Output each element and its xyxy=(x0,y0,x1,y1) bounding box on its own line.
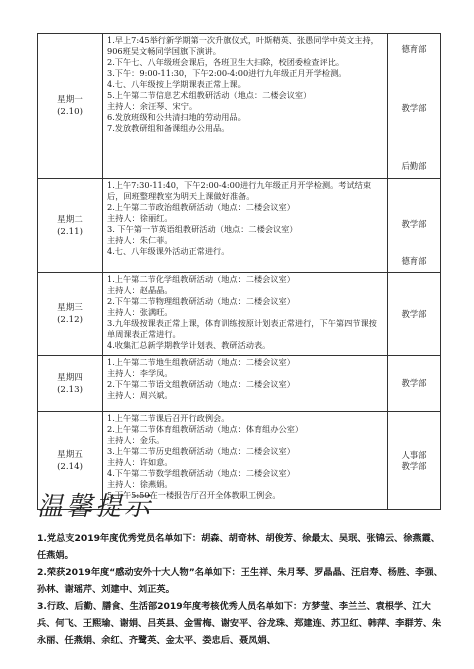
schedule-item: 主持人：李学凤。 xyxy=(107,368,173,378)
items-cell xyxy=(103,179,388,273)
dept-cell xyxy=(388,356,441,412)
date: (2.13) xyxy=(57,384,83,395)
schedule-item: 4.收集汇总新学期教学计划表、教研活动表。 xyxy=(107,340,271,350)
schedule-item: 主持人：周兴斌。 xyxy=(107,390,173,400)
schedule-item: 主持人：徐丽红。 xyxy=(107,213,173,223)
schedule-item: 主持人：张满旺。 xyxy=(107,307,173,317)
schedule-item: 主持人：许如意。 xyxy=(107,457,173,467)
schedule-item: 3.下午：9:00-11:30，下午2:00-4:00进行九年级正月开学检测。 xyxy=(107,68,347,78)
day-cell xyxy=(38,273,103,356)
schedule-item: 5.上午第二节信息艺术组教研活动（地点：二楼会议室） xyxy=(107,90,312,100)
notice-line: 2.荣获2019年度“感动安外十大人物”名单如下：王生祥、朱月琴、罗晶晶、汪启寿、杨胜、李强、孙林、谢瑶芹、刘建中、刘正英。 xyxy=(37,567,443,595)
schedule-item: 2.下午第二节物理组教研活动（地点：二楼会议室） xyxy=(107,296,295,306)
dept-label: 教学部 xyxy=(401,460,427,471)
dept-label: 后勤部 xyxy=(401,161,427,171)
dept-label: 教学部 xyxy=(401,308,427,319)
schedule-item: 3. 下午第一节英语组教研活动（地点：二楼会议室） xyxy=(107,224,298,234)
dept-label: 教学部 xyxy=(401,218,427,229)
notice-line: 1.党总支2019年度优秀党员名单如下：胡森、胡奇林、胡俊芳、徐最太、吴珉、张锦云、徐燕霞、任燕娟。 xyxy=(37,533,440,561)
weekday: 星期三 xyxy=(57,303,83,313)
schedule-item: 1.上午第二节地生组教研活动（地点：二楼会议室） xyxy=(107,357,295,367)
schedule-row xyxy=(38,179,441,273)
schedule-item: 4.下午第二节数学组教研活动（地点：二楼会议室） xyxy=(107,468,295,478)
schedule-item: 5.下午5:50在一楼报告厅召开全体教职工例会。 xyxy=(107,490,281,500)
schedule-item: 4.七、八年级按上学期课表正常上课。 xyxy=(107,79,246,89)
notice-section xyxy=(37,492,447,649)
schedule-item: 主持人：金乐。 xyxy=(107,435,165,445)
schedule-item: 1.早上7:45举行新学期第一次升旗仪式，叶斯精英、张愚同学中英文主持，906班吴文畅同学国旗下演讲。 xyxy=(107,35,379,56)
schedule-item: 主持人：朱仁菲。 xyxy=(107,235,173,245)
schedule-item: 7.发放教研组和备课组办公用品。 xyxy=(107,123,230,133)
schedule-item: 主持人：赵晶晶。 xyxy=(107,285,173,295)
dept-cell xyxy=(388,273,441,356)
schedule-item: 1.上午第二节化学组教研活动（地点：二楼会议室） xyxy=(107,274,295,284)
schedule-item: 3.上午第二节历史组教研活动（地点：二楼会议室） xyxy=(107,446,295,456)
dept-label: 教学部 xyxy=(401,378,427,388)
weekday: 星期四 xyxy=(57,372,83,383)
dept-label: 德育部 xyxy=(401,44,427,54)
weekday: 星期一 xyxy=(57,95,83,105)
schedule-item: 主持人：徐燕娟。 xyxy=(107,479,173,489)
notice-title: 温馨提示 xyxy=(37,492,154,522)
schedule-item: 2.下午第二节语文组教研活动（地点：二楼会议室） xyxy=(107,379,295,389)
weekday: 星期五 xyxy=(57,449,83,460)
dept-cell xyxy=(388,34,441,179)
notice-line: 3.行政、后勤、膳食、生活部2019年度考核优秀人员名单如下：方梦莹、李兰兰、袁根学、江大兵、何飞、王熙瑜、谢娟、吕英县、金雪梅、谢安平、谷龙珠、郑建连、苏卫红、韩萍、李群芳、朱永丽、任燕娟、余红、齐鹭英、金太平、娄忠后、聂凤娟、 xyxy=(37,601,442,646)
schedule-item: 主持人：余汪琴、宋宁。 xyxy=(107,101,198,111)
date: (2.14) xyxy=(57,461,83,472)
day-cell xyxy=(38,34,103,179)
dept-label: 人事部 xyxy=(401,449,427,460)
schedule-item: 2.上午第二节体育组教研活动（地点：体育组办公室） xyxy=(107,424,304,434)
dept-label: 教学部 xyxy=(401,102,427,113)
schedule-item: 4.七、八年级课外活动正常进行。 xyxy=(107,246,230,256)
schedule-row xyxy=(38,356,441,412)
dept-label: 德育部 xyxy=(401,255,427,266)
items-cell xyxy=(103,356,388,412)
date: (2.10) xyxy=(57,107,83,117)
schedule-item: 1.上午第二节课后召开行政例会。 xyxy=(107,413,230,423)
weekly-schedule-table xyxy=(37,33,441,510)
day-cell xyxy=(38,179,103,273)
items-cell xyxy=(103,273,388,356)
schedule-row xyxy=(38,34,441,179)
schedule-item: 1.上午7:30-11:40，下午2:00-4:00进行九年级正月开学检测。考试结束后，回班整理教室为明天上课做好准备。 xyxy=(107,180,372,201)
items-cell xyxy=(103,34,388,179)
schedule-row xyxy=(38,273,441,356)
date: (2.12) xyxy=(57,315,83,325)
dept-cell xyxy=(388,179,441,273)
date: (2.11) xyxy=(57,226,83,237)
schedule-item: 2.上午第二节政治组教研活动（地点：二楼会议室） xyxy=(107,202,295,212)
schedule-item: 3.九年级按课表正常上课，体育训练按原计划表正常进行，下午第四节课按单周课表正常进行。 xyxy=(107,318,377,339)
schedule-item: 6.发放班级和公共清扫地的劳动用品。 xyxy=(107,112,246,122)
weekday: 星期二 xyxy=(57,214,83,225)
schedule-item: 2.下午七、八年级班会课后，各班卫生大扫除，校团委检查评比。 xyxy=(107,57,345,67)
day-cell xyxy=(38,356,103,412)
